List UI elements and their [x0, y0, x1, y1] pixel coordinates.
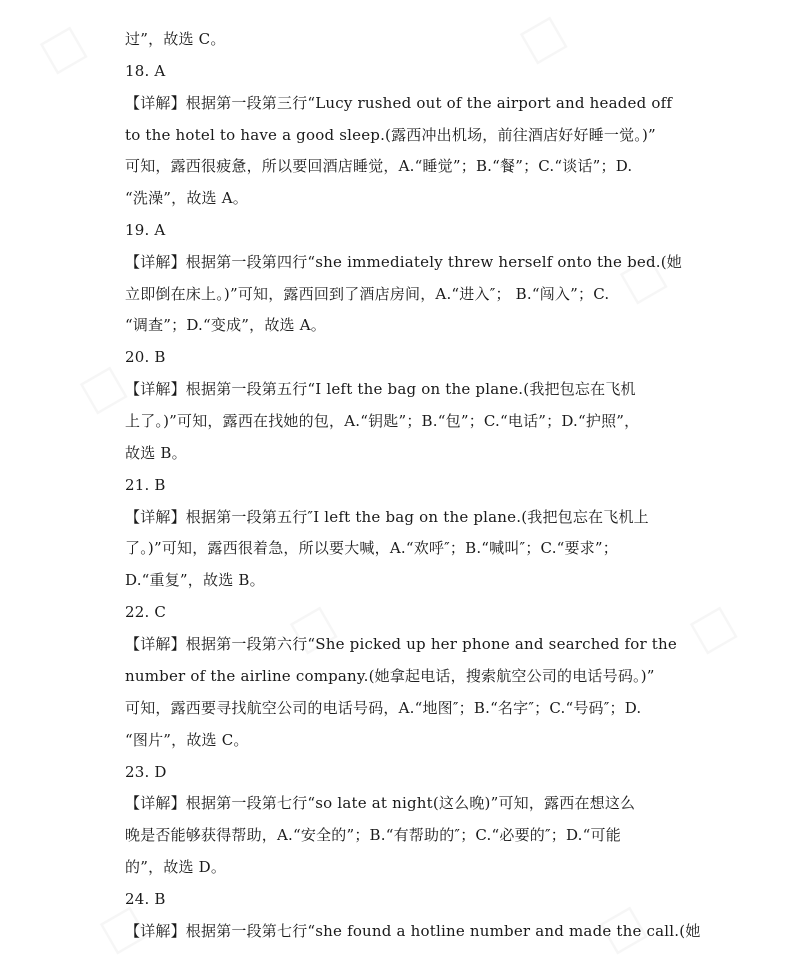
text-line: 立即倒在床上。)”可知，露西回到了酒店房间，A.“进入″； B.“闯入”；C.: [125, 285, 610, 303]
answer-number-line: 21. B: [125, 476, 166, 494]
text-line: 【详解】根据第一段第五行“I left the bag on the plane.(我把包忘在飞机: [125, 380, 636, 398]
text-line: 【详解】根据第一段第五行″I left the bag on the plane.(我把包忘在飞机上: [125, 508, 649, 526]
text-line: 故选 B。: [125, 444, 187, 462]
answer-number-line: 18. A: [125, 62, 166, 80]
text-line: 【详解】根据第一段第七行“so late at night(这么晚)”可知，露西在想这么: [125, 794, 636, 812]
text-line: 的”，故选 D。: [125, 858, 227, 876]
answer-number-line: 23. D: [125, 763, 167, 781]
text-line: to the hotel to have a good sleep.(露西冲出机场，前往酒店好好睡一觉。)”: [125, 126, 656, 144]
text-line: 可知，露西要寻找航空公司的电话号码，A.“地图″；B.“名字″；C.“号码″；D.: [125, 699, 642, 717]
text-line: 【详解】根据第一段第六行“She picked up her phone and searched for the: [125, 635, 677, 653]
answer-number-line: 22. C: [125, 603, 167, 621]
answer-number-line: 19. A: [125, 221, 166, 239]
answer-number-line: 20. B: [125, 348, 166, 366]
text-line: 晚是否能够获得帮助，A.“安全的”；B.“有帮助的″；C.“必要的″；D.“可能: [125, 826, 621, 844]
text-line: number of the airline company.(她拿起电话，搜索航空公司的电话号码。)”: [125, 667, 655, 685]
text-line: “调查”；D.“变成”，故选 A。: [125, 316, 326, 334]
text-line: D.“重复”，故选 B。: [125, 571, 265, 589]
text-line: 过”，故选 C。: [125, 30, 226, 48]
watermark: [29, 13, 94, 81]
text-line: 了。)”可知，露西很着急，所以要大喊，A.“欢呼″；B.“喊叫″；C.“要求”；: [125, 539, 619, 557]
text-line: 上了。)”可知，露西在找她的包，A.“钥匙”；B.“包”；C.“电话”；D.“护照”，: [125, 412, 640, 430]
text-line: 可知，露西很疲惫，所以要回酒店睡觉，A.“睡觉”；B.“餐”；C.“谈话”；D.: [125, 157, 633, 175]
text-line: 【详解】根据第一段第七行“she found a hotline number and made the call.(她: [125, 922, 701, 940]
answer-number-line: 24. B: [125, 890, 166, 908]
text-line: “图片”，故选 C。: [125, 731, 249, 749]
text-line: 【详解】根据第一段第三行“Lucy rushed out of the airport and headed off: [125, 94, 673, 112]
text-line: 【详解】根据第一段第四行“she immediately threw herself onto the bed.(她: [125, 253, 682, 271]
text-line: “洗澡”，故选 A。: [125, 189, 248, 207]
